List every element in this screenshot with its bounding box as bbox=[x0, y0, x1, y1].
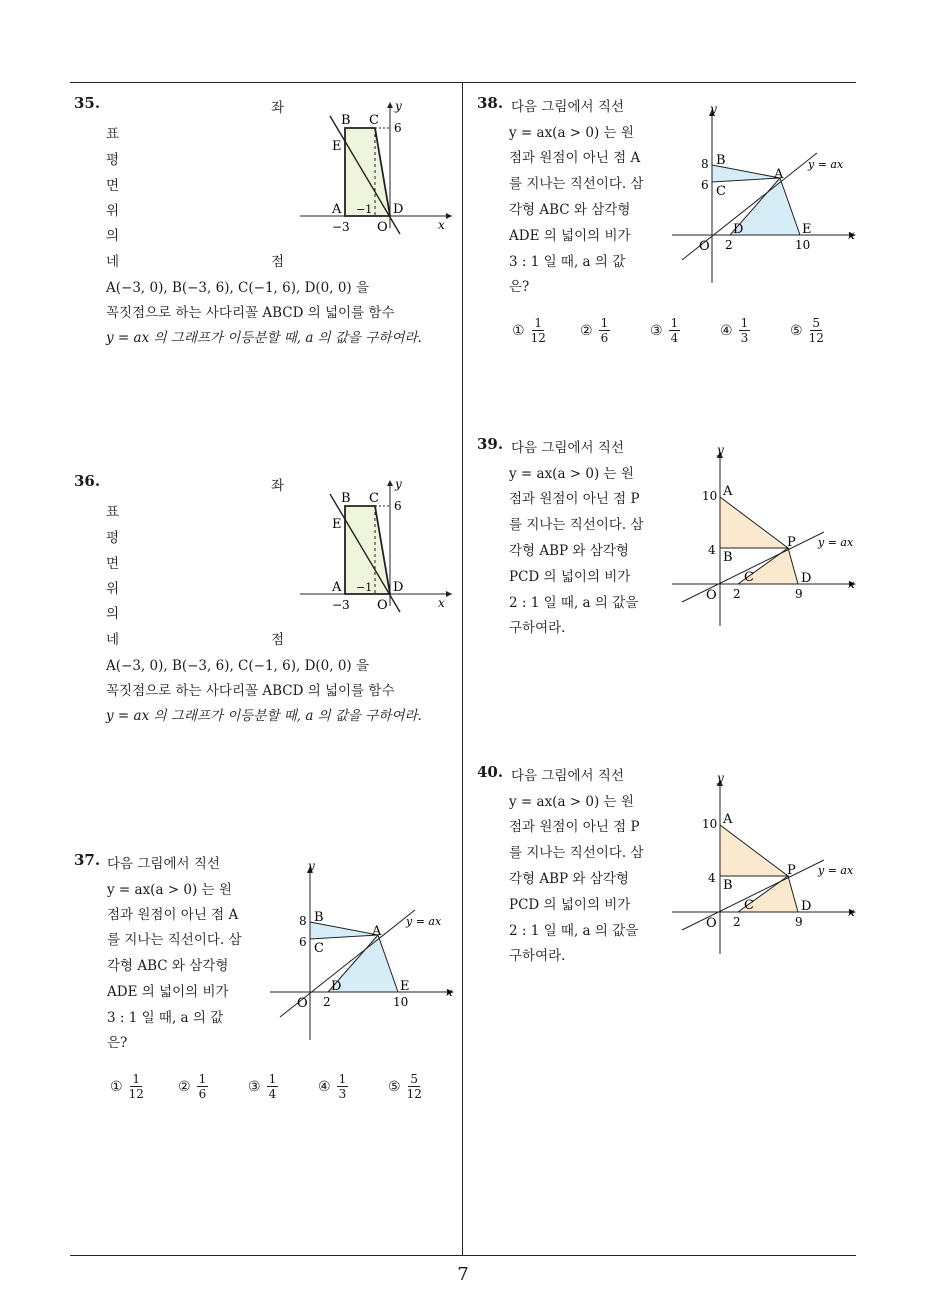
label-line: y = ax bbox=[818, 864, 854, 877]
label-neg3: −3 bbox=[332, 220, 350, 234]
question-text: PCD 의 넓이의 비가 bbox=[509, 569, 631, 585]
question-text: 3 : 1 일 때, a 의 값 bbox=[509, 254, 626, 270]
question-text: A(−3, 0), B(−3, 6), C(−1, 6), D(0, 0) 을 bbox=[106, 658, 370, 674]
label-C: C bbox=[716, 184, 726, 199]
side-char: 평 bbox=[106, 530, 120, 546]
label-E: E bbox=[400, 979, 410, 994]
label-O: O bbox=[377, 598, 388, 613]
label-B: B bbox=[716, 153, 726, 168]
question-text: 를 지나는 직선이다. 삼 bbox=[107, 932, 242, 948]
label-10: 10 bbox=[393, 995, 409, 1009]
question-text: y = ax(a > 0) 는 원 bbox=[509, 466, 634, 482]
column-divider bbox=[462, 82, 463, 1256]
question-text: 구하여라. bbox=[509, 948, 566, 964]
choice-5[interactable]: ⑤ $\frac{5}{12}$ bbox=[388, 1072, 422, 1101]
label-4: 4 bbox=[708, 871, 716, 885]
triangle-ABP bbox=[720, 825, 788, 876]
label-neg1: −1 bbox=[356, 581, 373, 594]
question-number: 36. bbox=[74, 472, 101, 490]
label-B: B bbox=[341, 491, 351, 506]
label-x: x bbox=[438, 218, 445, 232]
question-text: y = ax 의 그래프가 이등분할 때, a 의 값을 구하여라. bbox=[106, 330, 422, 346]
question-text: y = ax(a > 0) 는 원 bbox=[509, 125, 634, 141]
label-y: y bbox=[717, 771, 724, 785]
question-text: 꼭짓점으로 하는 사다리꼴 ABCD 의 넓이를 함수 bbox=[106, 305, 395, 321]
label-D: D bbox=[331, 979, 342, 994]
label-10: 10 bbox=[702, 817, 718, 831]
label-O: O bbox=[377, 220, 388, 235]
question-number: 40. bbox=[477, 763, 504, 781]
side-char: 위 bbox=[106, 581, 120, 597]
label-x: x bbox=[848, 905, 855, 919]
label-y: y bbox=[395, 99, 402, 113]
question-text: 점과 원점이 아닌 점 P bbox=[509, 819, 640, 835]
question-text: y = ax(a > 0) 는 원 bbox=[509, 794, 634, 810]
question-text: y = ax 의 그래프가 이등분할 때, a 의 값을 구하여라. bbox=[106, 708, 422, 724]
question-text: 은? bbox=[107, 1035, 128, 1051]
label-D: D bbox=[393, 202, 404, 217]
label-D: D bbox=[733, 222, 744, 237]
label-9: 9 bbox=[795, 915, 803, 929]
side-char: 평 bbox=[106, 152, 120, 168]
bottom-rule bbox=[70, 1255, 856, 1256]
rectangle-figure bbox=[300, 98, 460, 238]
label-O: O bbox=[297, 996, 308, 1011]
label-C: C bbox=[369, 113, 379, 128]
label-2: 2 bbox=[733, 587, 741, 601]
triangle-abp-figure bbox=[672, 768, 862, 958]
question-number: 37. bbox=[74, 851, 101, 869]
side-char: 의 bbox=[106, 606, 120, 622]
question-text: 를 지나는 직선이다. 삼 bbox=[509, 176, 644, 192]
rectangle-figure bbox=[300, 476, 460, 616]
label-B: B bbox=[314, 910, 324, 925]
question-text: 각형 ABC 와 삼각형 bbox=[509, 202, 631, 218]
label-B: B bbox=[341, 113, 351, 128]
question-number: 39. bbox=[477, 435, 504, 453]
label-O: O bbox=[699, 239, 710, 254]
label-x: x bbox=[848, 577, 855, 591]
label-A: A bbox=[723, 484, 733, 499]
label-D: D bbox=[801, 899, 812, 914]
question-text: 2 : 1 일 때, a 의 값을 bbox=[509, 923, 639, 939]
label-B: B bbox=[723, 878, 733, 893]
label-9: 9 bbox=[795, 587, 803, 601]
label-E: E bbox=[332, 139, 342, 154]
label-8: 8 bbox=[299, 914, 307, 928]
question-text: 다음 그림에서 직선 bbox=[107, 856, 220, 872]
label-neg1: −1 bbox=[356, 203, 373, 216]
side-char: 점 bbox=[271, 254, 285, 270]
label-x: x bbox=[438, 596, 445, 610]
question-text: 꼭짓점으로 하는 사다리꼴 ABCD 의 넓이를 함수 bbox=[106, 683, 395, 699]
label-y: y bbox=[395, 477, 402, 491]
label-neg3: −3 bbox=[332, 598, 350, 612]
choice-4[interactable]: ④ $\frac{1}{3}$ bbox=[720, 316, 749, 345]
label-y: y bbox=[308, 859, 315, 873]
question-text: 3 : 1 일 때, a 의 값 bbox=[107, 1010, 224, 1026]
label-C: C bbox=[744, 570, 754, 585]
label-E: E bbox=[802, 222, 812, 237]
question-text: 각형 ABC 와 삼각형 bbox=[107, 958, 229, 974]
label-2: 2 bbox=[725, 238, 733, 252]
question-text: 를 지나는 직선이다. 삼 bbox=[509, 517, 644, 533]
choice-2[interactable]: ② $\frac{1}{6}$ bbox=[178, 1072, 207, 1101]
label-8: 8 bbox=[701, 157, 709, 171]
side-char: 표 bbox=[106, 126, 120, 142]
label-2: 2 bbox=[733, 915, 741, 929]
label-O: O bbox=[706, 588, 717, 603]
choice-1[interactable]: ① $\frac{1}{12}$ bbox=[512, 316, 546, 345]
label-6: 6 bbox=[394, 121, 402, 135]
label-C: C bbox=[314, 941, 324, 956]
side-char: 좌 bbox=[271, 100, 285, 116]
question-text: 를 지나는 직선이다. 삼 bbox=[509, 845, 644, 861]
label-2: 2 bbox=[323, 995, 331, 1009]
label-10: 10 bbox=[795, 238, 811, 252]
label-y: y bbox=[717, 443, 724, 457]
label-x: x bbox=[446, 985, 453, 999]
triangle-ABP bbox=[720, 497, 788, 548]
side-char: 위 bbox=[106, 203, 120, 219]
label-D: D bbox=[393, 580, 404, 595]
side-char: 네 bbox=[106, 632, 120, 648]
side-char: 의 bbox=[106, 228, 120, 244]
label-line: y = ax bbox=[818, 536, 854, 549]
question-text: ADE 의 넓이의 비가 bbox=[509, 228, 631, 244]
label-line: y = ax bbox=[406, 915, 442, 928]
triangle-abc-figure bbox=[270, 855, 460, 1045]
label-E: E bbox=[332, 517, 342, 532]
answer-choices bbox=[110, 1072, 458, 1101]
label-4: 4 bbox=[708, 543, 716, 557]
question-text: y = ax(a > 0) 는 원 bbox=[107, 882, 232, 898]
side-char: 네 bbox=[106, 254, 120, 270]
label-B: B bbox=[723, 550, 733, 565]
side-char: 좌 bbox=[271, 478, 285, 494]
page-number: 7 bbox=[457, 1264, 469, 1285]
answer-choices bbox=[512, 316, 860, 345]
side-char: 점 bbox=[271, 632, 285, 648]
label-6: 6 bbox=[299, 935, 307, 949]
label-y: y bbox=[710, 102, 717, 116]
choice-3[interactable]: ③ $\frac{1}{4}$ bbox=[248, 1072, 277, 1101]
question-number: 35. bbox=[74, 94, 101, 112]
label-x: x bbox=[848, 228, 855, 242]
question-text: 구하여라. bbox=[509, 620, 566, 636]
question-text: 점과 원점이 아닌 점 A bbox=[107, 907, 239, 923]
triangle-abc-figure bbox=[672, 98, 862, 288]
question-text: 다음 그림에서 직선 bbox=[511, 768, 624, 784]
label-P: P bbox=[787, 535, 796, 550]
label-A: A bbox=[332, 580, 342, 595]
label-A: A bbox=[723, 812, 733, 827]
label-6: 6 bbox=[394, 499, 402, 513]
label-A: A bbox=[774, 167, 784, 182]
question-text: 점과 원점이 아닌 점 A bbox=[509, 150, 641, 166]
side-char: 면 bbox=[106, 178, 120, 194]
label-O: O bbox=[706, 916, 717, 931]
question-text: PCD 의 넓이의 비가 bbox=[509, 897, 631, 913]
question-text: 각형 ABP 와 삼각형 bbox=[509, 543, 629, 559]
triangle-abp-figure bbox=[672, 440, 862, 630]
question-text: 다음 그림에서 직선 bbox=[511, 99, 624, 115]
top-rule bbox=[70, 82, 856, 83]
label-6: 6 bbox=[701, 178, 709, 192]
choice-1[interactable]: ① $\frac{1}{12}$ bbox=[110, 1072, 144, 1101]
question-text: 각형 ABP 와 삼각형 bbox=[509, 871, 629, 887]
label-A: A bbox=[332, 202, 342, 217]
choice-5[interactable]: ⑤ $\frac{5}{12}$ bbox=[790, 316, 824, 345]
question-text: 점과 원점이 아닌 점 P bbox=[509, 491, 640, 507]
question-number: 38. bbox=[477, 94, 504, 112]
choice-4[interactable]: ④ $\frac{1}{3}$ bbox=[318, 1072, 347, 1101]
question-text: 다음 그림에서 직선 bbox=[511, 440, 624, 456]
label-C: C bbox=[369, 491, 379, 506]
label-line: y = ax bbox=[808, 158, 844, 171]
question-text: 2 : 1 일 때, a 의 값을 bbox=[509, 595, 639, 611]
label-10: 10 bbox=[702, 489, 718, 503]
question-text: A(−3, 0), B(−3, 6), C(−1, 6), D(0, 0) 을 bbox=[106, 280, 370, 296]
question-text: 은? bbox=[509, 279, 530, 295]
label-P: P bbox=[787, 863, 796, 878]
label-D: D bbox=[801, 571, 812, 586]
side-char: 면 bbox=[106, 556, 120, 572]
side-char: 표 bbox=[106, 504, 120, 520]
choice-3[interactable]: ③ $\frac{1}{4}$ bbox=[650, 316, 679, 345]
choice-2[interactable]: ② $\frac{1}{6}$ bbox=[580, 316, 609, 345]
label-A: A bbox=[372, 924, 382, 939]
label-C: C bbox=[744, 898, 754, 913]
question-text: ADE 의 넓이의 비가 bbox=[107, 984, 229, 1000]
